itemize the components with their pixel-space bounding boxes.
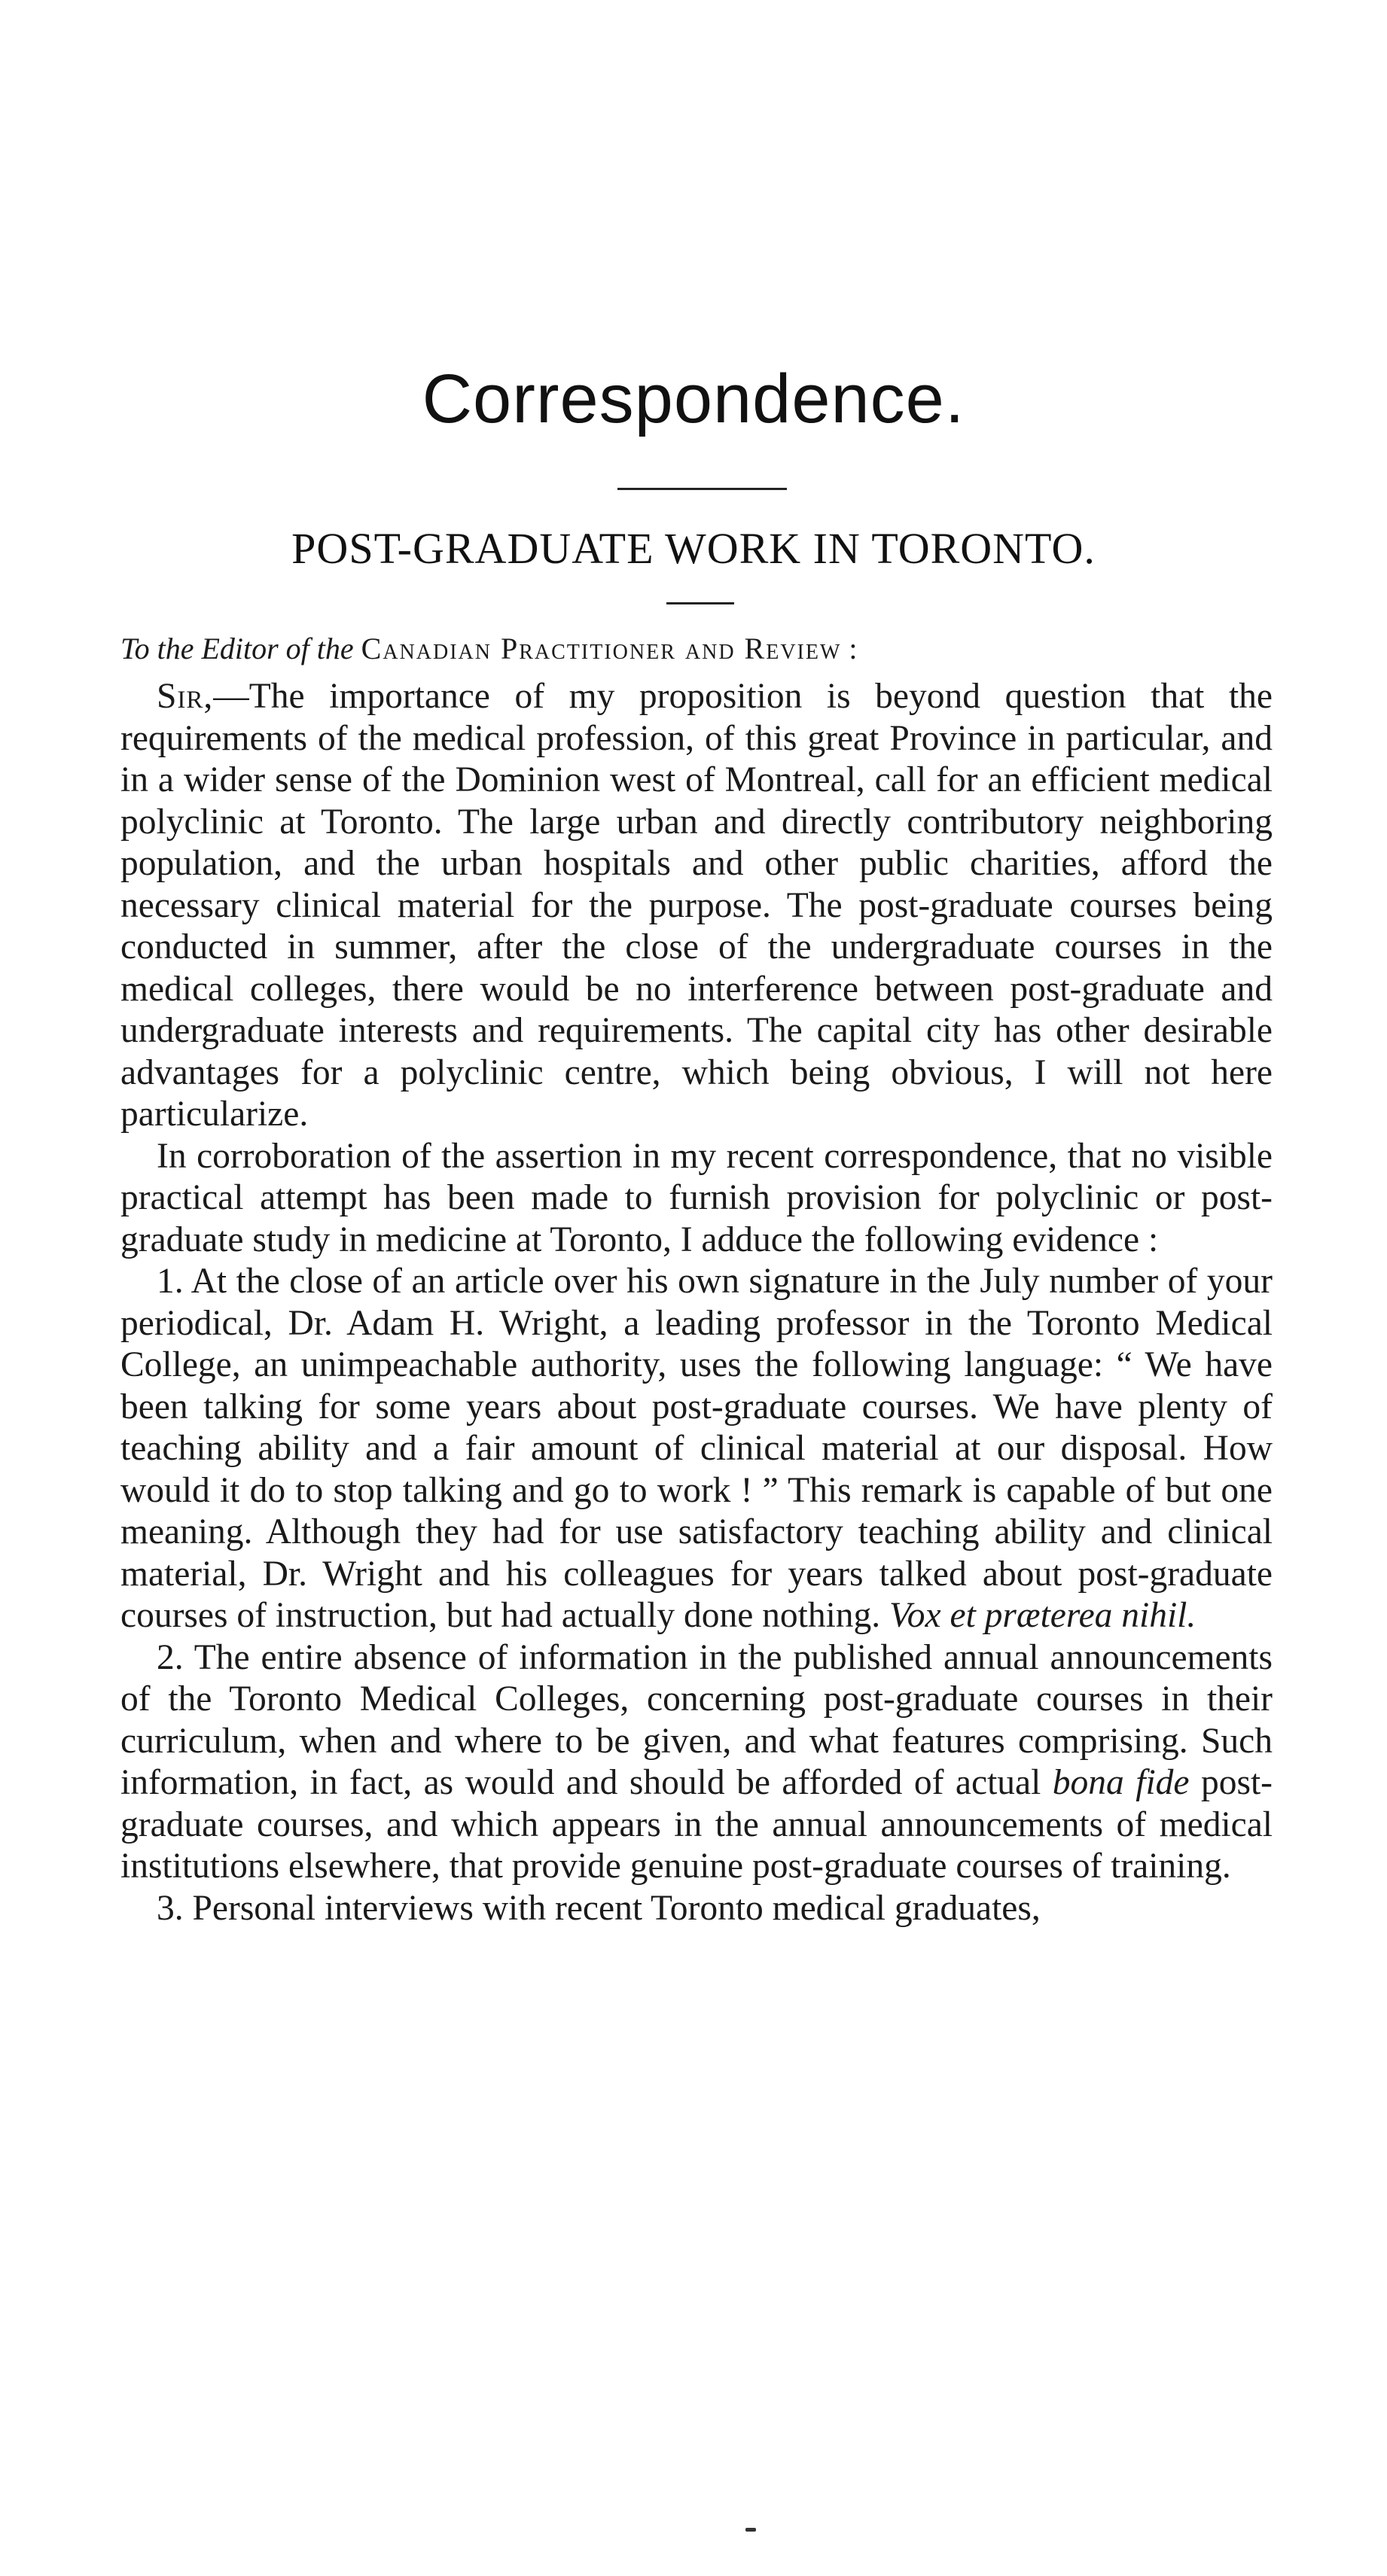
journal-name: Canadian Practitioner and Review [361, 632, 842, 665]
salutation-suffix: : [841, 632, 858, 665]
paragraph-lead: Sir, [157, 677, 214, 716]
paragraph-3 [120, 1261, 1273, 1637]
salutation-line [120, 631, 858, 666]
paragraph-text: In corroboration of the assertion in my recent correspondence, that no visible practical attempt has been made to furnish provision for polyclinic or post-graduate study in medicine at Toronto, I adduce the following evidence : [120, 1136, 1273, 1259]
title-divider [617, 488, 787, 490]
ink-mark [745, 2528, 756, 2532]
page-title: Correspondence. [422, 361, 965, 437]
salutation-prefix: To the Editor of the [120, 632, 361, 665]
latin-phrase: Vox et præterea nihil. [889, 1596, 1196, 1635]
paragraph-text: 1. At the close of an article over his own signature in the July number of your periodical, Dr. Adam H. Wright, a leading professor in the Toronto Medical College, an unimpeachable authority, uses the following language: “ We have been talking for some years about post-graduate courses. We have plenty of teaching ability and a fair amount of clinical material at our disposal. How would it do to stop talking and go to work ! ” This remark is capable of but one meaning. Although they had for use satisfactory teaching ability and clinical material, Dr. Wright and his colleagues for years talked about post-graduate courses of instruction, but had actually done nothing. [120, 1262, 1273, 1635]
paragraph-text: 3. Personal interviews with recent Toronto medical graduates, [157, 1888, 1041, 1928]
paragraph-text: —The importance of my proposition is beyond question that the requirements of the medical profession, of this great Province in particular, and in a wider sense of the Dominion west of Montreal, call for an efficient medical polyclinic at Toronto. The large urban and directly contributory neighboring population, and the urban hospitals and other public charities, afford the necessary clinical material for the purpose. The post-graduate courses being conducted in summer, after the close of the undergraduate courses in the medical colleges, there would be no interference between post-graduate and undergraduate interests and requirements. The capital city has other desirable advantages for a polyclinic centre, which being obvious, I will not here particularize. [120, 677, 1273, 1134]
letter-body [120, 676, 1273, 1929]
article-title: POST-GRADUATE WORK IN TORONTO. [291, 524, 1096, 573]
paragraph-5 [120, 1888, 1273, 1930]
paragraph-1 [120, 676, 1273, 1136]
latin-phrase: bona fide [1052, 1763, 1190, 1802]
paragraph-4 [120, 1637, 1273, 1888]
subtitle-divider [666, 602, 734, 604]
paragraph-2 [120, 1136, 1273, 1262]
paragraph-text: post-graduate courses, and which appears in the annual announcements of medical institutions elsewhere, that provide genuine post-graduate courses of training. [120, 1763, 1273, 1886]
paragraph-text: 2. The entire absence of information in the published annual announcements of the Toronto Medical Colleges, concerning post-graduate courses in their curriculum, when and where to be given, and what features comprising. Such information, in fact, as would and should be afforded of actual [120, 1637, 1273, 1802]
